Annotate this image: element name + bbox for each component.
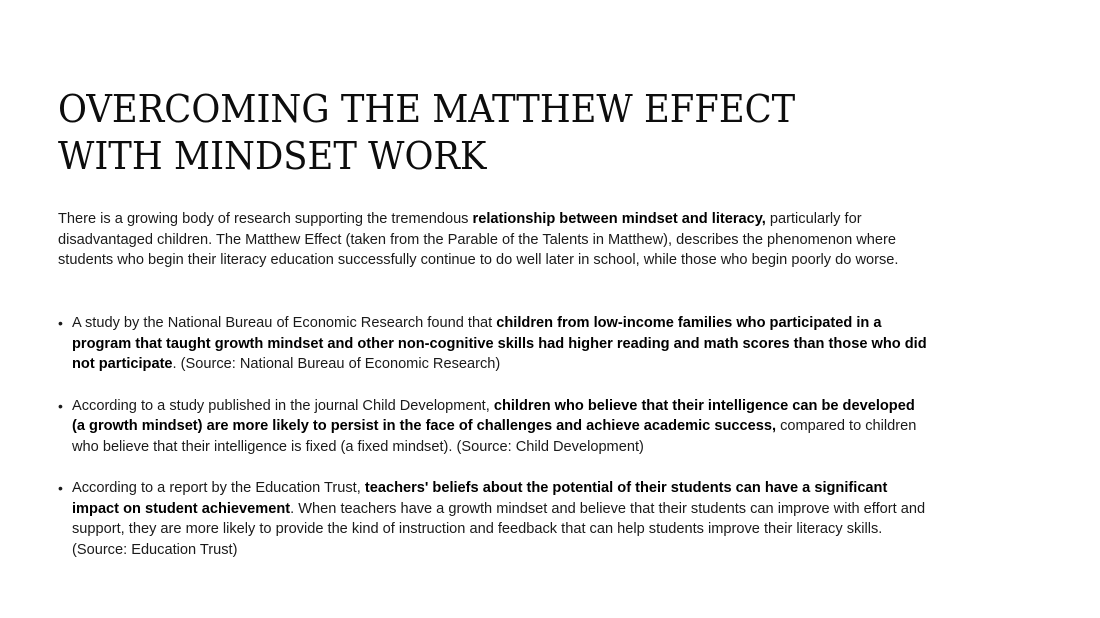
slide-title-line-1: OVERCOMING THE MATTHEW EFFECT (58, 87, 796, 131)
bullet-marker: • (58, 315, 63, 331)
intro-paragraph (58, 209, 928, 271)
bullet-text-after: . When teachers have a growth mindset and believe that their students can improve with effort and support, they are more likely to provide the kind of instruction and feedback that can help students improve their literacy skills. (Source: Education Trust) (72, 500, 926, 558)
bullet-bold-text: children from low-income families who participated in a program that taught growth mindset and other non-cognitive skills had higher reading and math scores than those who did not participate (72, 315, 927, 372)
bullet-text-after: . (Source: National Bureau of Economic Research) (172, 356, 501, 372)
slide-title-line-2: WITH MINDSET WORK (58, 134, 487, 178)
slide-title (58, 86, 876, 180)
intro-text-before: There is a growing body of research supporting the tremendous (58, 211, 473, 227)
bullet-item-education-trust (58, 478, 928, 560)
bullet-item-nber (58, 313, 928, 375)
bullet-marker: • (58, 480, 63, 496)
bullet-bold-text: children who believe that their intelligence can be developed (a growth mindset) are more likely to persist in the face of challenges and achieve academic success, (72, 397, 915, 434)
bullet-list (58, 313, 928, 581)
bullet-text-after: compared to children who believe that their intelligence is fixed (a fixed mindset). (Source: Child Development) (72, 418, 917, 455)
bullet-text-before: A study by the National Bureau of Economic Research found that (72, 315, 497, 331)
bullet-item-child-development (58, 396, 928, 458)
bullet-text-before: According to a report by the Education Trust, (72, 480, 365, 496)
intro-text-after: particularly for disadvantaged children. The Matthew Effect (taken from the Parable of the Talents in Matthew), describes the phenomenon where students who begin their literacy education successfully continue to do well later in school, while those who begin poorly do worse. (58, 211, 899, 268)
intro-bold-text: relationship between mindset and literacy, (472, 211, 766, 227)
bullet-marker: • (58, 397, 63, 414)
bullet-text-before: According to a study published in the journal Child Development, (72, 397, 494, 414)
bullet-bold-text: teachers' beliefs about the potential of their students can have a significant impact on student achievement (72, 480, 888, 517)
